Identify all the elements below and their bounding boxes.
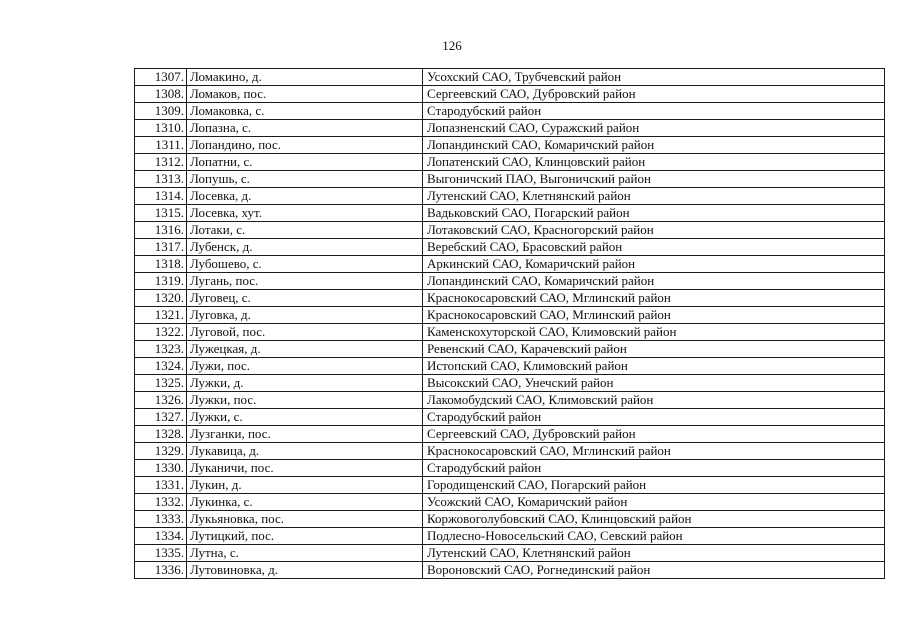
district-cell: Краснокосаровский САО, Мглинский район [423,290,885,307]
settlement-name-cell: Лужки, с. [187,409,423,426]
district-cell: Лотаковский САО, Красногорский район [423,222,885,239]
district-cell: Веребский САО, Брасовский район [423,239,885,256]
table-row [135,171,885,188]
table-row [135,120,885,137]
table-row [135,409,885,426]
page-number: 126 [442,38,462,53]
settlement-name-cell: Лужки, д. [187,375,423,392]
table-row [135,392,885,409]
table-row [135,154,885,171]
settlement-name-cell: Лузганки, пос. [187,426,423,443]
table-row [135,341,885,358]
district-cell: Лопандинский САО, Комаричский район [423,137,885,154]
settlement-name-cell: Лужи, пос. [187,358,423,375]
settlement-name-cell: Лужецкая, д. [187,341,423,358]
row-number-cell: 1309. [135,103,187,120]
district-cell: Истопский САО, Климовский район [423,358,885,375]
district-cell: Каменскохуторской САО, Климовский район [423,324,885,341]
table-row [135,205,885,222]
settlement-name-cell: Лопатни, с. [187,154,423,171]
district-cell: Сергеевский САО, Дубровский район [423,426,885,443]
row-number-cell: 1335. [135,545,187,562]
settlement-name-cell: Лугань, пос. [187,273,423,290]
settlement-name-cell: Лужки, пос. [187,392,423,409]
table-row [135,69,885,86]
table-row [135,375,885,392]
district-cell: Лакомобудский САО, Климовский район [423,392,885,409]
table-row [135,103,885,120]
settlement-name-cell: Лотаки, с. [187,222,423,239]
table-row [135,239,885,256]
district-cell: Лопатенский САО, Клинцовский район [423,154,885,171]
table-row [135,86,885,103]
settlement-name-cell: Луговой, пос. [187,324,423,341]
settlement-name-cell: Лутицкий, пос. [187,528,423,545]
district-cell: Аркинский САО, Комаричский район [423,256,885,273]
district-cell: Краснокосаровский САО, Мглинский район [423,443,885,460]
settlement-name-cell: Лукин, д. [187,477,423,494]
district-cell: Подлесно-Новосельский САО, Севский район [423,528,885,545]
row-number-cell: 1318. [135,256,187,273]
district-cell: Вороновский САО, Рогнединский район [423,562,885,579]
row-number-cell: 1334. [135,528,187,545]
table-row [135,307,885,324]
row-number-cell: 1316. [135,222,187,239]
row-number-cell: 1336. [135,562,187,579]
row-number-cell: 1320. [135,290,187,307]
table-row [135,426,885,443]
settlement-name-cell: Луговец, с. [187,290,423,307]
row-number-cell: 1323. [135,341,187,358]
district-cell: Краснокосаровский САО, Мглинский район [423,307,885,324]
table-row [135,562,885,579]
table-row [135,324,885,341]
table-row [135,188,885,205]
table-row [135,460,885,477]
district-cell: Лопазненский САО, Суражский район [423,120,885,137]
row-number-cell: 1324. [135,358,187,375]
row-number-cell: 1310. [135,120,187,137]
settlement-name-cell: Лубошево, с. [187,256,423,273]
row-number-cell: 1315. [135,205,187,222]
row-number-cell: 1326. [135,392,187,409]
row-number-cell: 1329. [135,443,187,460]
settlement-name-cell: Лукинка, с. [187,494,423,511]
row-number-cell: 1322. [135,324,187,341]
row-number-cell: 1312. [135,154,187,171]
table-row [135,528,885,545]
settlement-name-cell: Лопандино, пос. [187,137,423,154]
table-row [135,477,885,494]
district-cell: Лутенский САО, Клетнянский район [423,188,885,205]
settlement-name-cell: Ломаковка, с. [187,103,423,120]
settlement-name-cell: Лукавица, д. [187,443,423,460]
district-cell: Ревенский САО, Карачевский район [423,341,885,358]
settlement-name-cell: Лукьяновка, пос. [187,511,423,528]
settlement-register-table [134,68,885,579]
table-row [135,443,885,460]
district-cell: Усохский САО, Трубчевский район [423,69,885,86]
row-number-cell: 1331. [135,477,187,494]
row-number-cell: 1314. [135,188,187,205]
settlement-name-cell: Лутовиновка, д. [187,562,423,579]
district-cell: Городищенский САО, Погарский район [423,477,885,494]
table-row [135,256,885,273]
district-cell: Стародубский район [423,409,885,426]
district-cell: Стародубский район [423,460,885,477]
settlement-name-cell: Лосевка, д. [187,188,423,205]
district-cell: Лутенский САО, Клетнянский район [423,545,885,562]
table-row [135,545,885,562]
district-cell: Высокский САО, Унечский район [423,375,885,392]
register-table-body [135,69,885,579]
district-cell: Лопандинский САО, Комаричский район [423,273,885,290]
row-number-cell: 1311. [135,137,187,154]
row-number-cell: 1333. [135,511,187,528]
settlement-name-cell: Лопушь, с. [187,171,423,188]
row-number-cell: 1317. [135,239,187,256]
row-number-cell: 1321. [135,307,187,324]
table-row [135,290,885,307]
table-row [135,273,885,290]
row-number-cell: 1307. [135,69,187,86]
row-number-cell: 1319. [135,273,187,290]
settlement-name-cell: Лубенск, д. [187,239,423,256]
district-cell: Усожский САО, Комаричский район [423,494,885,511]
row-number-cell: 1325. [135,375,187,392]
table-row [135,358,885,375]
district-cell: Коржовоголубовский САО, Клинцовский район [423,511,885,528]
settlement-name-cell: Луговка, д. [187,307,423,324]
district-cell: Стародубский район [423,103,885,120]
row-number-cell: 1327. [135,409,187,426]
table-row [135,511,885,528]
row-number-cell: 1313. [135,171,187,188]
settlement-name-cell: Ломакино, д. [187,69,423,86]
table-row [135,494,885,511]
district-cell: Вадьковский САО, Погарский район [423,205,885,222]
row-number-cell: 1330. [135,460,187,477]
settlement-name-cell: Лосевка, хут. [187,205,423,222]
row-number-cell: 1308. [135,86,187,103]
table-row [135,222,885,239]
settlement-name-cell: Луканичи, пос. [187,460,423,477]
district-cell: Сергеевский САО, Дубровский район [423,86,885,103]
settlement-name-cell: Лопазна, с. [187,120,423,137]
row-number-cell: 1328. [135,426,187,443]
row-number-cell: 1332. [135,494,187,511]
settlement-name-cell: Лутна, с. [187,545,423,562]
district-cell: Выгоничский ПАО, Выгоничский район [423,171,885,188]
table-row [135,137,885,154]
settlement-name-cell: Ломаков, пос. [187,86,423,103]
